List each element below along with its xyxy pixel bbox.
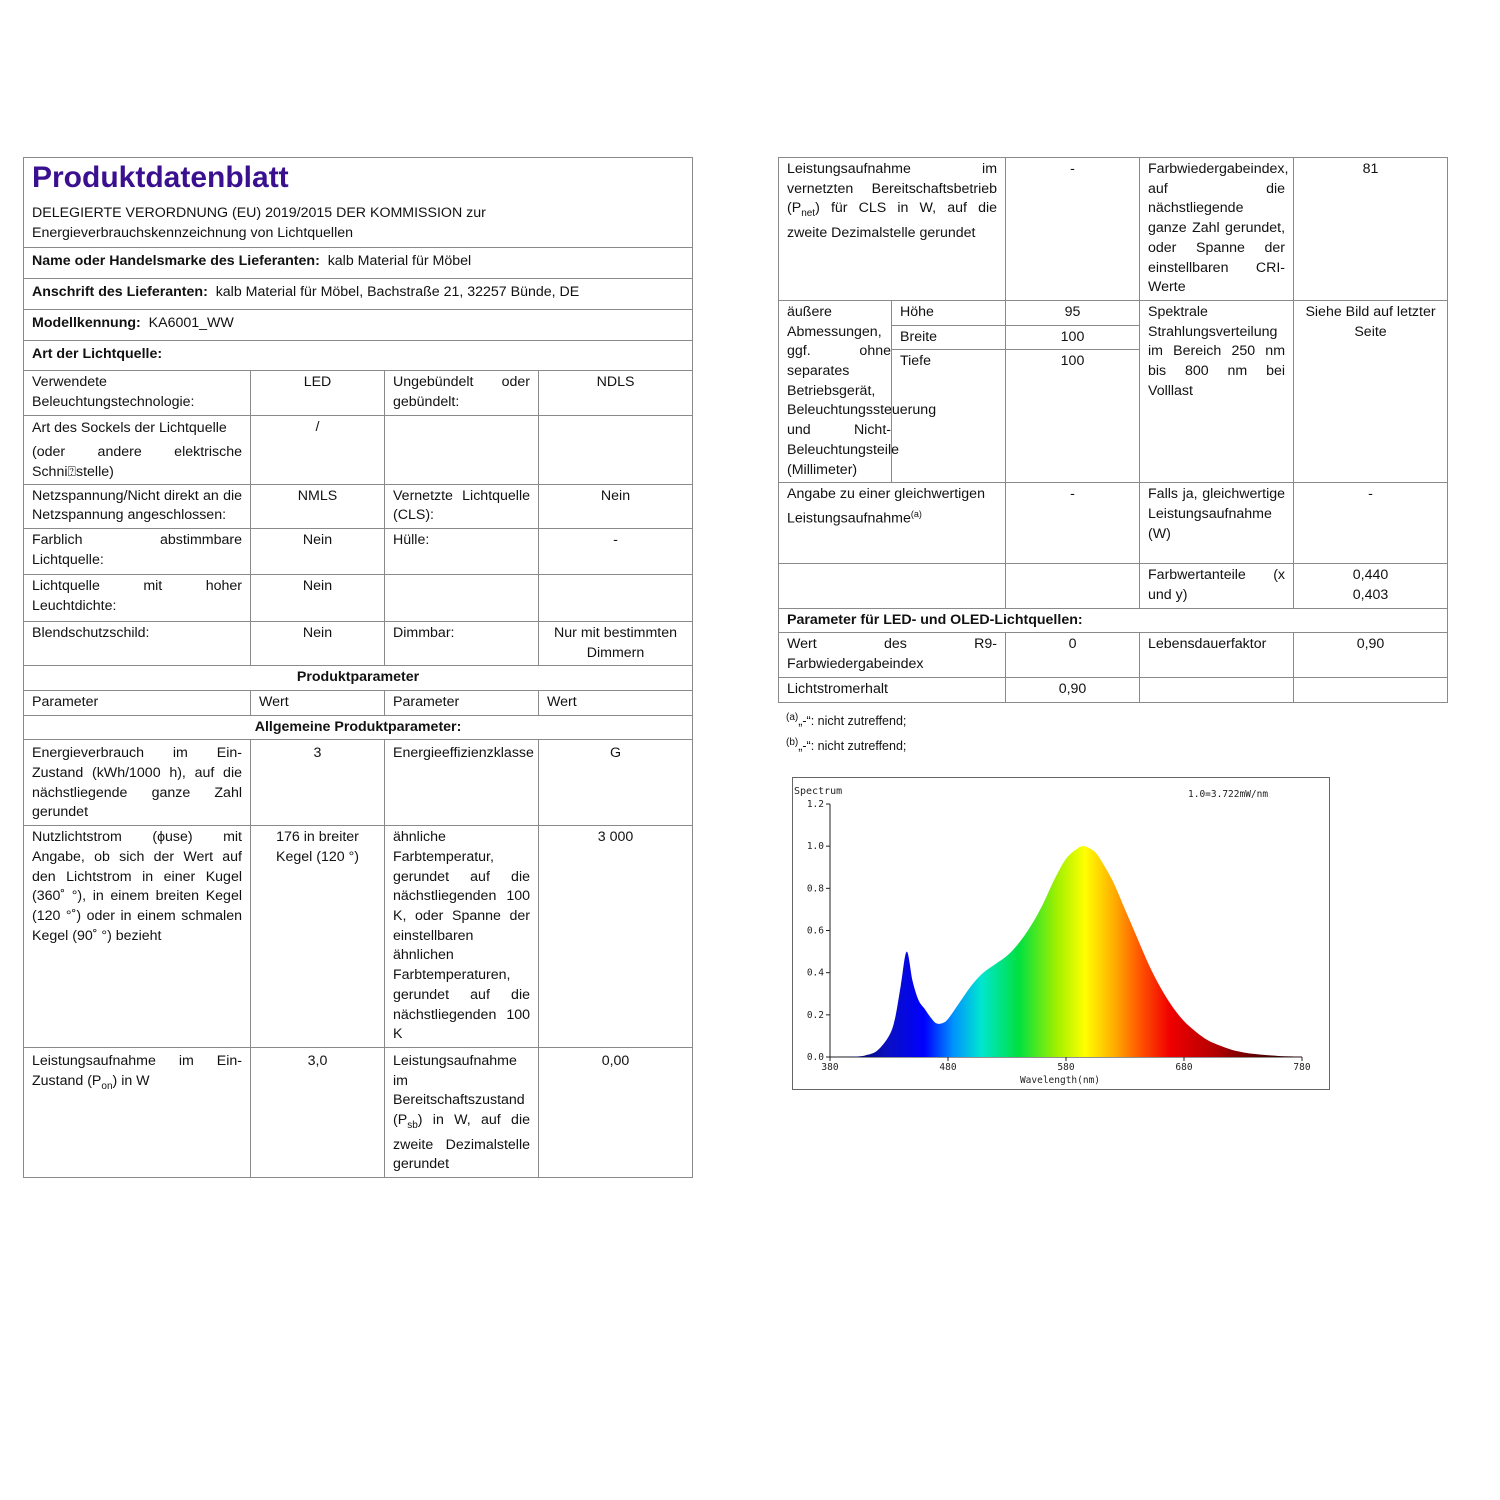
pon-label-post: ) in W <box>112 1072 150 1089</box>
dimmable-label: Dimmbar: <box>385 621 539 665</box>
y-tick-label: 0.2 <box>806 1009 824 1021</box>
supplier-address-row <box>24 279 693 310</box>
x-tick-label: 380 <box>821 1062 839 1073</box>
table-row <box>779 677 1448 702</box>
chroma-label: Farbwertanteile (x und y) <box>1140 564 1294 608</box>
dimensions-label: äußere Abmessungen, ggf. ohne separates Betriebsgerät, Beleuchtungssteuerung und Nicht-Beleuchtungsteile (Millimeter) <box>779 300 892 482</box>
table-row <box>24 371 693 415</box>
pnet-label-sub: net <box>801 208 816 220</box>
glare-label: Blendschutzschild: <box>24 621 251 665</box>
header-row <box>24 158 693 248</box>
regulation-line-2: Energieverbrauchskennzeichnung von Lichtquellen <box>32 224 354 241</box>
x-tick-label: 480 <box>939 1062 957 1073</box>
table-row <box>24 529 693 575</box>
y-tick-label: 1.2 <box>806 799 824 810</box>
supplier-address-value: kalb Material für Möbel, Bachstraße 21, 32257 Bünde, DE <box>215 284 580 301</box>
x-tick-label: 780 <box>1293 1062 1311 1073</box>
product-params-heading-row <box>24 666 693 691</box>
chart-annotation: 1.0=3.722mW/nm <box>1188 789 1269 800</box>
flux-label: Nutzlichtstrom (ϕuse) mit Angabe, ob sich der Wert auf den Lichtstrom in einer Kugel (360˚ °), in einem breiten Kegel (120 °˚) oder in einem schmalen Kegel (90˚ °) bezieht <box>24 826 251 1048</box>
y-tick-label: 0.6 <box>806 925 824 937</box>
spectrum-chart-svg <box>792 777 1330 1090</box>
psb-value: 0,00 <box>539 1047 693 1177</box>
empty-cell <box>385 575 539 621</box>
height-label: Höhe <box>892 300 1006 325</box>
width-value: 100 <box>1006 325 1140 350</box>
general-params-heading-row <box>24 715 693 740</box>
mains-value: NMLS <box>251 484 385 528</box>
general-params-heading: Allgemeine Produktparameter: <box>24 715 693 740</box>
pon-value: 3,0 <box>251 1047 385 1177</box>
regulation-line-1: DELEGIERTE VERORDNUNG (EU) 2019/2015 DER KOMMISSION zur <box>32 205 486 221</box>
depth-value: 100 <box>1006 350 1140 483</box>
psb-label-sub: sb <box>407 1119 418 1131</box>
table-row <box>24 575 693 621</box>
socket-label-2: (oder andere elektrische Schni⍰stelle) <box>32 443 242 480</box>
footnote-a-text: „-“: nicht zutreffend; <box>798 713 907 728</box>
high-luminance-label: Lichtquelle mit hoher Leuchtdichte: <box>24 575 251 621</box>
r9-label: Wert des R9-Farbwiedergabeindex <box>779 633 1006 677</box>
y-tick-label: 0.0 <box>806 1052 824 1063</box>
bundled-label: Ungebündelt oder gebündelt: <box>385 371 539 415</box>
lifetime-label: Lebensdauerfaktor <box>1140 633 1294 677</box>
pnet-label-text: Leistungsaufnahme im vernetzten Bereitschaftsbetrieb (P <box>787 161 998 217</box>
equiv-label: Angabe zu einer gleichwertigen Leistungsaufnahme <box>787 486 985 527</box>
footnote-b <box>786 732 1447 757</box>
mains-label: Netzspannung/Nicht direkt an die Netzspannung angeschlossen: <box>24 484 251 528</box>
cri-value: 81 <box>1294 158 1448 301</box>
bundled-value: NDLS <box>539 371 693 415</box>
footnote-a <box>786 707 1447 732</box>
column-header-row <box>24 690 693 715</box>
light-type-heading-row <box>24 340 693 371</box>
width-label: Breite <box>892 325 1006 350</box>
x-axis-label: Wavelength(nm) <box>1019 1075 1101 1086</box>
depth-label: Tiefe <box>892 350 1006 483</box>
lumen-maint-value: 0,90 <box>1006 677 1140 702</box>
energy-label: Energieverbrauch im Ein-Zustand (kWh/1000 h), auf die nächstliegende ganze Zahl gerundet <box>24 740 251 826</box>
footnote-b-text: „-“: nicht zutreffend; <box>798 738 907 753</box>
led-params-heading: Parameter für LED- und OLED-Lichtquellen: <box>779 608 1448 633</box>
empty-cell <box>385 415 539 484</box>
envelope-label: Hülle: <box>385 529 539 575</box>
r9-value: 0 <box>1006 633 1140 677</box>
pon-label-sub: on <box>101 1080 113 1092</box>
light-type-heading: Art der Lichtquelle: <box>24 340 693 371</box>
table-row <box>24 415 693 484</box>
tunable-label: Farblich abstimmbare Lichtquelle: <box>24 529 251 575</box>
supplier-name-label: Name oder Handelsmarke des Lieferanten: <box>32 253 320 270</box>
pon-label-text: Leistungsaufnahme im Ein-Zustand (P <box>32 1052 242 1089</box>
cct-label: ähnliche Farbtemperatur, gerundet auf die nächstliegenden 100 K, oder Spanne der einstellbaren ähnlichen Farbtemperaturen, gerundet auf die nächstliegenden 100 K <box>385 826 539 1048</box>
table-row <box>779 483 1448 564</box>
supplier-name-value: kalb Material für Möbel <box>327 253 472 270</box>
lumen-maint-label: Lichtstromerhalt <box>779 677 1006 702</box>
spd-label: Spektrale Strahlungsverteilung im Bereich 250 nm bis 800 nm bei Volllast <box>1140 300 1294 482</box>
socket-label-1: Art des Sockels der Lichtquelle <box>32 419 227 436</box>
chart-title: Spectrum <box>794 786 843 797</box>
cls-value: Nein <box>539 484 693 528</box>
empty-cell <box>1006 564 1140 608</box>
page-title: Produktdatenblatt <box>32 161 289 194</box>
right-datasheet <box>778 157 1447 757</box>
table-row <box>24 621 693 665</box>
empty-cell <box>1294 677 1448 702</box>
table-row <box>779 300 1448 325</box>
table-row <box>779 158 1448 301</box>
dimmable-value: Nur mit bestimmten Dimmern <box>539 621 693 665</box>
table-row <box>24 1047 693 1177</box>
energy-value: 3 <box>251 740 385 826</box>
socket-value: / <box>251 415 385 484</box>
psb-label-text: Leistungsaufnahme im Bereitschaftszustand (P <box>393 1052 525 1129</box>
cls-label: Vernetzte Lichtquelle (CLS): <box>385 484 539 528</box>
model-label: Modellkennung: <box>32 314 141 331</box>
empty-cell <box>779 564 1006 608</box>
chroma-x-value: 0,440 <box>1352 567 1389 584</box>
y-tick-label: 0.4 <box>806 967 824 979</box>
x-tick-label: 580 <box>1057 1062 1075 1073</box>
glare-value: Nein <box>251 621 385 665</box>
empty-cell <box>539 575 693 621</box>
table-row <box>24 484 693 528</box>
footnote-a-mark: (a) <box>786 711 799 723</box>
led-heading-row <box>779 608 1448 633</box>
chroma-y-value: 0,403 <box>1352 587 1389 604</box>
equiv-sup: (a) <box>910 509 922 520</box>
pnet-label-post: ) für CLS in W, auf die zweite Dezimalstelle gerundet <box>787 200 998 241</box>
cct-value: 3 000 <box>539 826 693 1048</box>
energy-class-label: Energieeffizienzklasse <box>385 740 539 826</box>
left-datasheet <box>23 157 692 1178</box>
energy-class-value: G <box>539 740 693 826</box>
datasheet-table-left <box>23 157 693 1178</box>
flux-value: 176 in breiter Kegel (120 °) <box>251 826 385 1048</box>
cri-label: Farbwiedergabeindex, auf die nächstliegende ganze Zahl gerundet, oder Spanne der einstellbaren CRI-Werte <box>1140 158 1294 301</box>
model-value: KA6001_WW <box>148 314 234 331</box>
lifetime-value: 0,90 <box>1294 633 1448 677</box>
table-row <box>779 633 1448 677</box>
supplier-address-label: Anschrift des Lieferanten: <box>32 284 208 301</box>
table-row <box>24 826 693 1048</box>
table-row <box>779 564 1448 608</box>
col-header-value-1: Wert <box>251 690 385 715</box>
equiv-value: - <box>1006 483 1140 564</box>
col-header-value-2: Wert <box>539 690 693 715</box>
spd-value: Siehe Bild auf letzter Seite <box>1294 300 1448 482</box>
table-row <box>24 740 693 826</box>
model-row <box>24 309 693 340</box>
supplier-name-row <box>24 248 693 279</box>
y-tick-label: 0.8 <box>806 883 824 895</box>
tunable-value: Nein <box>251 529 385 575</box>
pnet-value: - <box>1006 158 1140 301</box>
product-params-heading: Produktparameter <box>24 666 693 691</box>
col-header-param-2: Parameter <box>385 690 539 715</box>
footnotes <box>778 707 1447 757</box>
tech-label: Verwendete Beleuchtungstechnologie: <box>24 371 251 415</box>
x-tick-label: 680 <box>1175 1062 1193 1073</box>
equiv-w-value: - <box>1294 483 1448 564</box>
footnote-b-mark: (b) <box>786 736 799 748</box>
spectrum-chart <box>792 777 1330 1090</box>
empty-cell <box>1140 677 1294 702</box>
y-tick-label: 1.0 <box>806 841 824 853</box>
psb-label-post: ) in W, auf die zweite Dezimalstelle gerundet <box>393 1112 530 1173</box>
empty-cell <box>539 415 693 484</box>
datasheet-table-right <box>778 157 1448 703</box>
height-value: 95 <box>1006 300 1140 325</box>
equiv-w-label: Falls ja, gleichwertige Leistungsaufnahme (W) <box>1140 483 1294 564</box>
tech-value: LED <box>251 371 385 415</box>
high-luminance-value: Nein <box>251 575 385 621</box>
envelope-value: - <box>539 529 693 575</box>
col-header-param-1: Parameter <box>24 690 251 715</box>
